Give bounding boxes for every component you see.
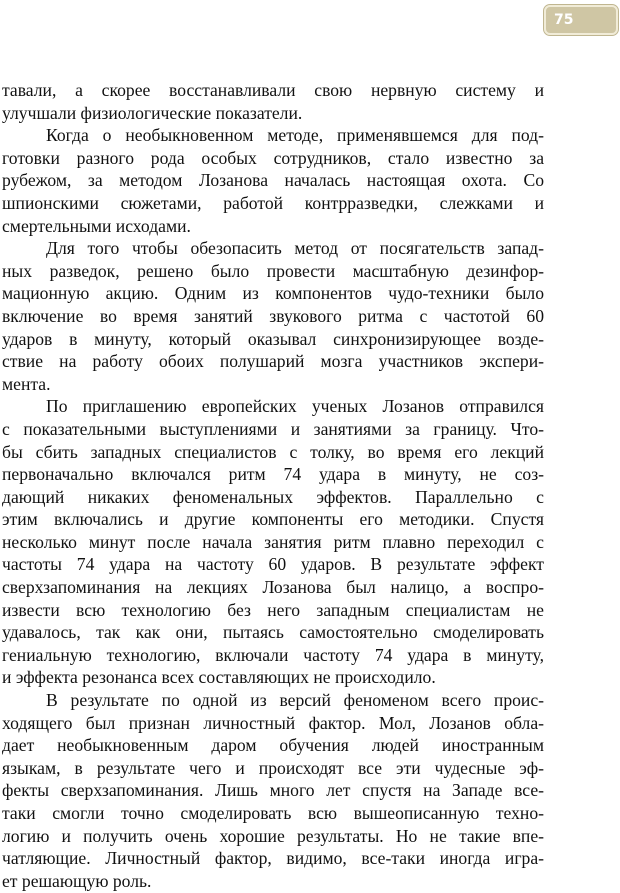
text-body bbox=[2, 79, 544, 892]
text-line: ударов в минуту, который оказывал синхронизирующее возде- bbox=[2, 328, 544, 349]
paragraph bbox=[2, 395, 544, 689]
text-line: дающий никаких феноменальных эффектов. Параллельно с bbox=[2, 486, 544, 507]
paragraph bbox=[2, 689, 544, 892]
text-line: бы сбить западных специалистов с толку, во время его лекций bbox=[2, 441, 544, 462]
text-line: По приглашению европейских ученых Лозанов отправился bbox=[46, 396, 544, 417]
text-line: дает необыкновенным даром обучения людей иностранным bbox=[2, 735, 544, 756]
text-line: включение во время занятий звукового ритма с частотой 60 bbox=[2, 305, 544, 326]
text-line: языкам, в результате чего и происходят все эти чудесные эф- bbox=[2, 757, 544, 778]
text-line: частоты 74 удара на частоту 60 ударов. В результате эффект bbox=[2, 554, 544, 575]
text-line: логию и получить очень хорошие результаты. Но не такие впе- bbox=[2, 825, 544, 846]
text-line: этим включались и другие компоненты его методики. Спустя bbox=[2, 509, 544, 530]
text-line: шпионскими сюжетами, работой контрразведки, слежками и bbox=[2, 192, 544, 213]
text-line: извести всю технологию без него западным специалистам не bbox=[2, 599, 544, 620]
page-number-badge bbox=[544, 5, 618, 35]
text-line: несколько минут после начала занятия ритм плавно переходил с bbox=[2, 531, 544, 552]
text-line: с показательными выступлениями и занятиями за границу. Что- bbox=[2, 418, 544, 439]
text-line: смертельными исходами. bbox=[2, 215, 191, 236]
text-line: ходящего был признан личностный фактор. Мол, Лозанов обла- bbox=[2, 712, 544, 733]
text-line: готовки разного рода особых сотрудников, стало известно за bbox=[2, 147, 544, 168]
text-line: ет решающую роль. bbox=[2, 870, 152, 891]
text-line: первоначально включался ритм 74 удара в минуту, не соз- bbox=[2, 464, 544, 485]
paragraph bbox=[2, 124, 544, 237]
text-line: В результате по одной из версий феноменом всего проис- bbox=[46, 690, 544, 711]
text-line: ствие на работу обоих полушарий мозга участников экспери- bbox=[2, 351, 544, 372]
text-line: и эффекта резонанса всех составляющих не происходило. bbox=[2, 667, 436, 688]
text-line: Для того чтобы обезопасить метод от посягательств запад- bbox=[46, 238, 544, 259]
text-line: чатляющие. Личностный фактор, видимо, все-таки иногда игра- bbox=[2, 848, 544, 869]
paragraph bbox=[2, 79, 544, 124]
text-line: мента. bbox=[2, 373, 51, 394]
paragraph bbox=[2, 237, 544, 395]
text-line: мационную акцию. Одним из компонентов чудо-техники было bbox=[2, 283, 544, 304]
text-line: сверхзапоминания на лекциях Лозанова был налицо, а воспро- bbox=[2, 577, 544, 598]
text-line: гениальную технологию, включали частоту 74 удара в минуту, bbox=[2, 644, 544, 665]
text-line: ных разведок, решено было провести масштабную дезинфор- bbox=[2, 260, 544, 281]
text-line: таки смогли точно смоделировать всю вышеописанную техно- bbox=[2, 803, 544, 823]
text-line: улучшали физиологические показатели. bbox=[2, 102, 303, 123]
text-line: Когда о необыкновенном методе, применявшемся для под- bbox=[46, 125, 544, 146]
text-line: рубежом, за методом Лозанова началась настоящая охота. Со bbox=[2, 170, 544, 191]
text-line: фекты сверхзапоминания. Лишь много лет спустя на Западе все- bbox=[2, 780, 544, 801]
text-line: удавалось, так как они, пытаясь самостоятельно смоделировать bbox=[2, 622, 544, 643]
page-number: 75 bbox=[554, 12, 574, 28]
text-line: тавали, а скорее восстанавливали свою нервную систему и bbox=[2, 80, 544, 100]
